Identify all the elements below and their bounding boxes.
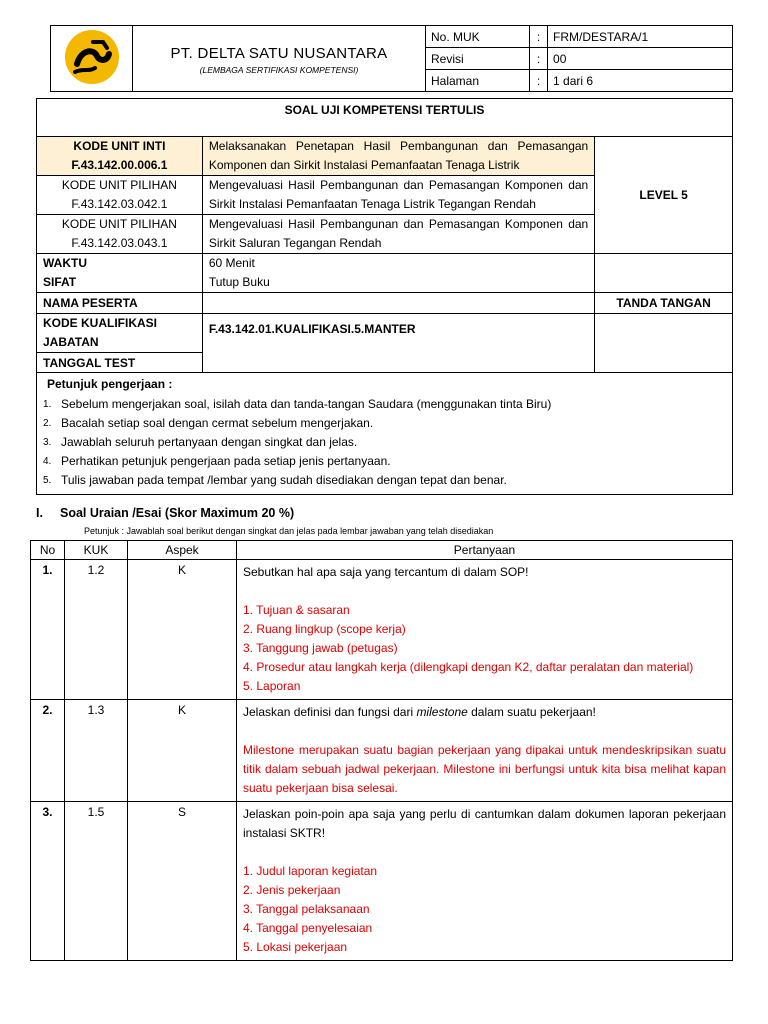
section-heading [36,506,294,520]
exam-title: SOAL UJI KOMPETENSI TERTULIS [37,99,733,137]
petunjuk-cell [37,373,733,495]
question-text-em: milestone [416,705,468,719]
question-aspek: K [128,700,237,802]
header-no: No [31,541,65,560]
meta-label: Halaman [426,70,530,92]
petunjuk-title: Petunjuk pengerjaan : [47,377,173,391]
question-kuk: 1.2 [65,560,128,700]
table-row [31,700,733,802]
company-info [133,26,426,92]
list-item [43,452,726,471]
table-header-row [31,541,733,560]
item-number: 2. [43,418,52,429]
meta-value: 1 dari 6 [548,70,733,92]
unit-description: Melaksanakan Penetapan Hasil Pembangunan dan Pemasangan Komponen dan Sirkit Instalasi Pemanfaatan Tenaga Listrik [202,137,594,176]
company-logo-icon [63,28,121,86]
question-kuk: 1.3 [65,700,128,802]
tanda-tangan-label: TANDA TANGAN [595,293,733,314]
item-text: Perhatikan petunjuk pengerjaan pada setiap jenis pertanyaan. [61,454,391,468]
question-no: 1. [31,560,65,700]
document-header [50,25,733,92]
list-item [43,471,726,490]
tanggal-test-label: TANGGAL TEST [37,353,203,373]
item-number: 5. [43,475,52,486]
answer-line: 5. Laporan [243,679,301,693]
list-item [43,395,726,414]
company-name: PT. DELTA SATU NUSANTARA [170,44,388,62]
unit-code-cell [37,215,203,254]
meta-sep: : [530,70,548,92]
section-note: Petunjuk : Jawablah soal berikut dengan singkat dan jelas pada lembar jawaban yang telah disediakan [84,526,494,536]
answer-line: 1. Tujuan & sasaran [243,603,350,617]
question-text [243,703,726,722]
meta-sep: : [530,48,548,70]
answer-line: 5. Lokasi pekerjaan [243,940,348,954]
exam-info-table [36,98,733,495]
sifat-value: Tutup Buku [208,275,270,289]
unit-code-number: F.43.142.03.042.1 [71,197,168,211]
questions-table [30,540,733,961]
company-logo-cell [51,26,133,92]
question-body [237,700,733,802]
nama-peserta-label: NAMA PESERTA [37,293,203,314]
question-text-post: dalam suatu pekerjaan! [467,705,596,719]
answer-line: 2. Jenis pekerjaan [243,883,341,897]
kode-kualifikasi-label-line1: KODE KUALIFIKASI [43,316,157,330]
header-aspek: Aspek [128,541,237,560]
petunjuk-list [43,395,726,490]
list-item [43,414,726,433]
meta-value: FRM/DESTARA/1 [548,26,733,48]
meta-sep: : [530,26,548,48]
answer-line: 4. Tanggal penyelesaian [243,921,373,935]
level-cell: LEVEL 5 [595,137,733,254]
sifat-label: SIFAT [43,275,77,289]
unit-code-cell [37,176,203,215]
question-body [237,560,733,700]
list-item [43,433,726,452]
waktu-sifat-labels [37,254,203,293]
meta-label: Revisi [426,48,530,70]
question-body [237,802,733,961]
header-kuk: KUK [65,541,128,560]
header-pertanyaan: Pertanyaan [237,541,733,560]
item-text: Jawablah seluruh pertanyaan dengan singkat dan jelas. [61,435,358,449]
answer-line: 2. Ruang lingkup (scope kerja) [243,622,406,636]
meta-value: 00 [548,48,733,70]
question-text: Jelaskan poin-poin apa saja yang perlu di cantumkan dalam dokumen laporan pekerjaan instalasi SKTR! [243,807,726,840]
item-number: 3. [43,437,52,448]
kode-kualifikasi-value: F.43.142.01.KUALIFIKASI.5.MANTER [202,314,594,373]
answer-paragraph: Milestone merupakan suatu bagian pekerjaan yang dipakai untuk mendeskripsikan suatu titik dalam sebuah jadwal pekerjaan. Milestone ini berfungsi untuk kita bisa melihat kapan suatu pekerjaan bisa selesai. [243,743,726,795]
unit-code-label: KODE UNIT PILIHAN [61,178,177,192]
item-text: Tulis jawaban pada tempat /lembar yang sudah disediakan dengan tepat dan benar. [61,473,507,487]
waktu-label: WAKTU [43,256,87,270]
question-text-pre: Jelaskan definisi dan fungsi dari [243,705,417,719]
kode-kualifikasi-label [37,314,203,353]
question-aspek: K [128,560,237,700]
unit-code-label: KODE UNIT PILIHAN [61,217,177,231]
table-row [31,560,733,700]
unit-code-number: F.43.142.03.043.1 [71,236,168,250]
section-number: I. [36,506,43,520]
empty-cell [595,254,733,293]
question-kuk: 1.5 [65,802,128,961]
answer-line: 1. Judul laporan kegiatan [243,864,378,878]
item-text: Bacalah setiap soal dengan cermat sebelum mengerjakan. [61,416,374,430]
nama-peserta-field[interactable] [202,293,594,314]
unit-code-label: KODE UNIT INTI [73,139,166,153]
unit-code-cell [37,137,203,176]
item-text: Sebelum mengerjakan soal, isilah data dan tanda-tangan Saudara (menggunakan tinta Biru) [61,397,552,411]
answer-line: 4. Prosedur atau langkah kerja (dilengkapi dengan K2, daftar peralatan dan material) [243,660,694,674]
question-text: Sebutkan hal apa saja yang tercantum di dalam SOP! [243,565,529,579]
unit-description: Mengevaluasi Hasil Pembangunan dan Pemasangan Komponen dan Sirkit Saluran Tegangan Rendah [202,215,594,254]
question-no: 2. [31,700,65,802]
company-subtitle: (LEMBAGA SERTIFIKASI KOMPETENSI) [199,64,359,75]
item-number: 1. [43,399,52,410]
answer-line: 3. Tanggung jawab (petugas) [243,641,398,655]
question-aspek: S [128,802,237,961]
question-no: 3. [31,802,65,961]
waktu-sifat-values [202,254,594,293]
table-row [31,802,733,961]
section-title: Soal Uraian /Esai (Skor Maximum 20 %) [60,506,295,520]
unit-code-number: F.43.142.00.006.1 [71,158,168,172]
answer-line: 3. Tanggal pelaksanaan [243,902,370,916]
waktu-value: 60 Menit [208,256,255,270]
item-number: 4. [43,456,52,467]
kode-kualifikasi-label-line2: JABATAN [43,335,99,349]
unit-description: Mengevaluasi Hasil Pembangunan dan Pemasangan Komponen dan Sirkit Instalasi Pemanfaatan Tenaga Listrik Tegangan Rendah [202,176,594,215]
signature-field[interactable] [595,314,733,373]
meta-label: No. MUK [426,26,530,48]
